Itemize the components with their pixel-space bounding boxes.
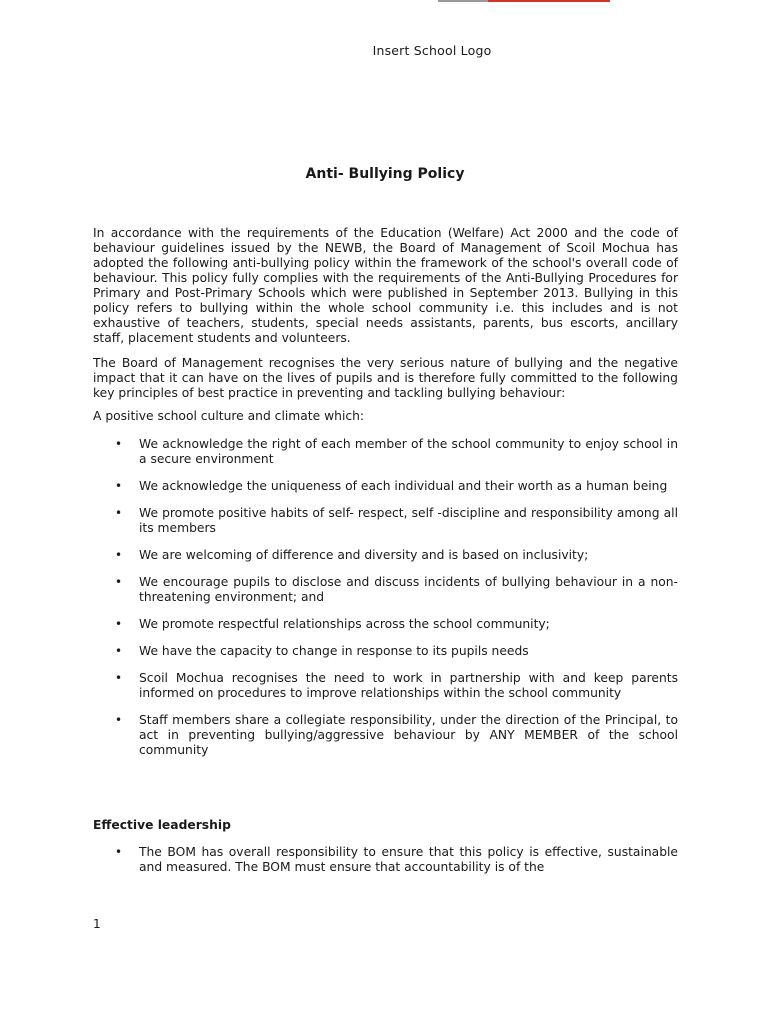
- list-item: [93, 713, 678, 758]
- bullet-icon: •: [115, 548, 123, 562]
- list-item-text: We have the capacity to change in response to its pupils needs: [139, 644, 529, 658]
- list-item: [93, 644, 678, 659]
- bullet-icon: •: [115, 845, 123, 859]
- list-item: [93, 506, 678, 536]
- list-item: [93, 437, 678, 467]
- list-item-text: Scoil Mochua recognises the need to work in partnership with and keep parents informed on procedures to improve relationships within the school community: [139, 671, 678, 700]
- bullet-icon: •: [115, 617, 123, 631]
- bullet-icon: •: [115, 713, 123, 727]
- principles-paragraph: The Board of Management recognises the very serious nature of bullying and the negative impact that it can have on the lives of pupils and is therefore fully committed to the following key principles of best practice in preventing and tackling bullying behaviour:: [93, 356, 678, 400]
- bullet-icon: •: [115, 644, 123, 658]
- list-item: [93, 575, 678, 605]
- bullet-icon: •: [115, 671, 123, 685]
- logo-placeholder: Insert School Logo: [372, 43, 492, 58]
- document-title: Anti- Bullying Policy: [305, 166, 465, 182]
- top-rule-grey-segment: [438, 0, 488, 2]
- bullet-icon: •: [115, 479, 123, 493]
- bullet-icon: •: [115, 437, 123, 451]
- section-heading-leadership: Effective leadership: [93, 818, 231, 832]
- list-item: [93, 548, 678, 563]
- top-color-rule: [438, 0, 610, 2]
- list-item-text: Staff members share a collegiate responsibility, under the direction of the Principal, to act in preventing bullying/aggressive behaviour by ANY MEMBER of the school community: [139, 713, 678, 757]
- list-item-text: We acknowledge the uniqueness of each individual and their worth as a human being: [139, 479, 668, 493]
- culture-list: [93, 437, 678, 758]
- leadership-list: [93, 845, 678, 875]
- list-item: [93, 671, 678, 701]
- list-item-text: We encourage pupils to disclose and discuss incidents of bullying behaviour in a non-threatening environment; and: [139, 575, 678, 604]
- bullet-icon: •: [115, 506, 123, 520]
- list-item-text: We promote respectful relationships across the school community;: [139, 617, 550, 631]
- list-item-text: We acknowledge the right of each member of the school community to enjoy school in a secure environment: [139, 437, 678, 466]
- page-number: 1: [93, 917, 101, 931]
- document-body: [93, 226, 678, 887]
- bullet-icon: •: [115, 575, 123, 589]
- top-rule-red-segment: [488, 0, 610, 2]
- list-item: [93, 845, 678, 875]
- list-item-text: We promote positive habits of self- respect, self -discipline and responsibility among all its members: [139, 506, 678, 535]
- intro-paragraph: In accordance with the requirements of the Education (Welfare) Act 2000 and the code of behaviour guidelines issued by the NEWB, the Board of Management of Scoil Mochua has adopted the following anti-bullying policy within the framework of the school's overall code of behaviour. This policy fully complies with the requirements of the Anti-Bullying Procedures for Primary and Post-Primary Schools which were published in September 2013. Bullying in this policy refers to bullying within the whole school community i.e. this includes and is not exhaustive of teachers, students, special needs assistants, parents, bus escorts, ancillary staff, placement students and volunteers.: [93, 226, 678, 345]
- list-item: [93, 479, 678, 494]
- list-item-text: We are welcoming of difference and diversity and is based on inclusivity;: [139, 548, 589, 562]
- list-item: [93, 617, 678, 632]
- list-item-text: The BOM has overall responsibility to ensure that this policy is effective, sustainable and measured. The BOM must ensure that accountability is of the: [139, 845, 678, 874]
- culture-lead-text: A positive school culture and climate which:: [93, 409, 365, 423]
